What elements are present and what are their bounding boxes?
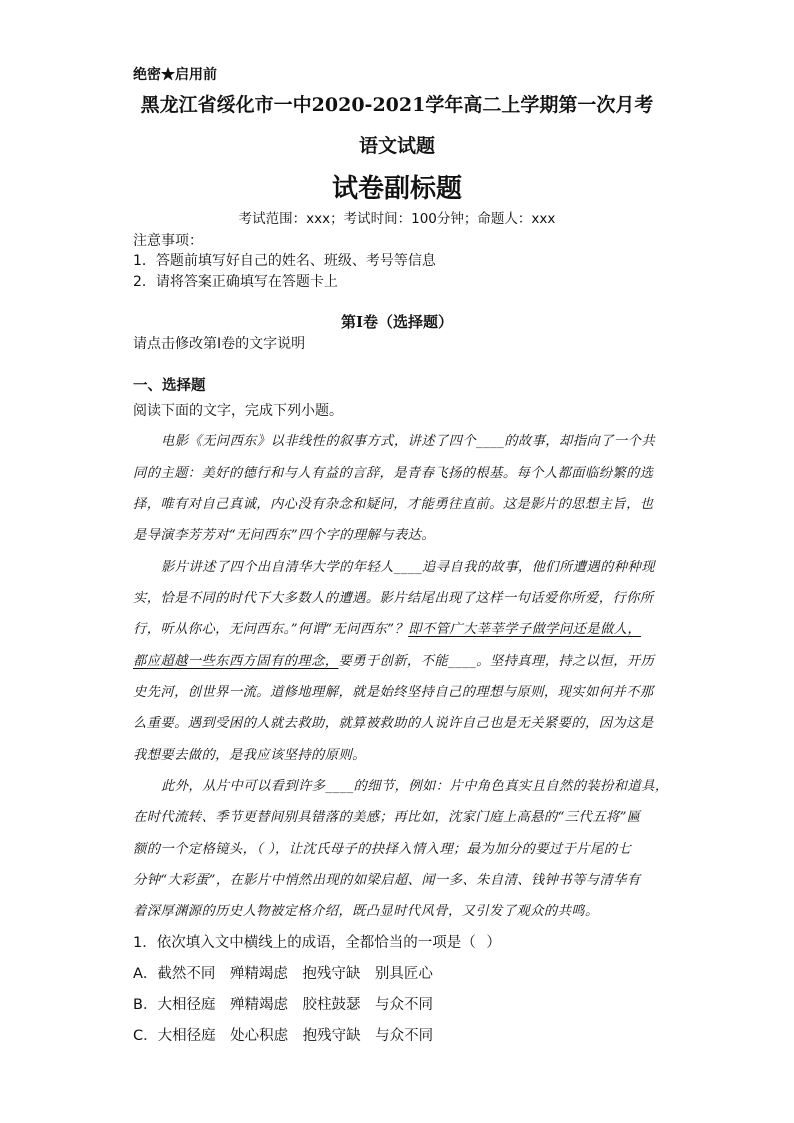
passage-line: 分钟“大彩蛋”，在影片中悄然出现的如梁启超、闻一多、朱自清、钱钟书等与清华有: [133, 873, 641, 888]
passage-line: 在时代流转、季节更替间别具错落的美感；再比如，沈家门庭上高悬的“三代五将”匾: [133, 810, 641, 825]
confidential-mark: 绝密★启用前: [133, 67, 217, 83]
passage-text: 要勇于创新，不能____。坚持真理，持之以恒，开历: [338, 654, 655, 669]
passage-line: 此外，从片中可以看到许多____的细节，例如：片中角色真实且自然的装扮和道具，: [161, 779, 669, 794]
answer-option-a[interactable]: A．截然不同 殚精竭虑 抱残守缺 别具匠心: [133, 966, 433, 982]
volume-title: 第I卷（选择题）: [340, 313, 454, 331]
answer-option-c[interactable]: C．大相径庭 处心积虑 抱残守缺 与众不同: [133, 1028, 434, 1044]
underlined-sentence: 即不管广大莘莘学子做学问还是做人，: [408, 622, 642, 637]
section-instruction: 阅读下面的文字，完成下列小题。: [133, 403, 343, 419]
passage-line: 影片讲述了四个出自清华大学的年轻人____追寻自我的故事，他们所遭遇的种种现: [161, 560, 655, 575]
exam-info: 考试范围：xxx；考试时间：100分钟；命题人：xxx: [238, 211, 556, 227]
exam-title: 黑龙江省绥化市一中2020-2021学年高二上学期第一次月考: [140, 94, 654, 116]
question-stem: 1．依次填入文中横线上的成语，全都恰当的一项是（ ）: [133, 935, 501, 951]
passage-line: 着深厚渊源的历史人物被定格介绍，既凸显时代风骨，又引发了观众的共鸣。: [133, 904, 599, 919]
notice-item: 2．请将答案正确填写在答题卡上: [133, 274, 338, 290]
passage-line: 额的一个定格镜头，（ ），让沈氏母子的抉择入情入理；最为加分的要过于片尾的七: [133, 842, 632, 857]
passage-text: 行，听从你心，无问西东。”何谓“无问西东”？: [133, 622, 409, 637]
passage-line: [133, 618, 641, 637]
passage-line: 实，恰是不同的时代下大多数人的遭遇。影片结尾出现了这样一句话爱你所爱，行你所: [133, 591, 654, 606]
underlined-sentence: 都应超越一些东西方固有的理念，: [133, 654, 339, 669]
notice-heading: 注意事项：: [133, 233, 203, 249]
passage-line: 择，唯有对自己真诚，内心没有杂念和疑问，才能勇往直前。这是影片的思想主旨，也: [133, 497, 654, 512]
passage-line: [133, 650, 654, 669]
section-title: 一、选择题: [133, 378, 206, 394]
notice-item: 1．答题前填写好自己的姓名、班级、考号等信息: [133, 253, 436, 269]
passage-line: 电影《无问西东》以非线性的叙事方式，讲述了四个____的故事，却指向了一个共: [161, 434, 655, 449]
passage-line: 我想要去做的，是我应该坚持的原则。: [133, 748, 366, 763]
exam-subtitle: 试卷副标题: [331, 174, 462, 204]
volume-description: 请点击修改第I卷的文字说明: [133, 336, 306, 352]
passage-line: 么重要。遇到受困的人就去救助，就算被救助的人说许自己也是无关紧要的，因为这是: [133, 716, 654, 731]
passage-line: 是导演李芳芳对“无问西东”四个字的理解与表达。: [133, 528, 436, 543]
passage-line: 同的主题：美好的德行和与人有益的言辞，是青春飞扬的根基。每个人都面临纷繁的选: [133, 466, 654, 481]
exam-subject: 语文试题: [358, 135, 435, 157]
passage-line: 史先河，创世界一流。道修地理解，就是始终坚持自己的理想与原则，现实如何并不那: [133, 685, 654, 700]
answer-option-b[interactable]: B．大相径庭 殚精竭虑 胶柱鼓瑟 与众不同: [133, 997, 433, 1013]
